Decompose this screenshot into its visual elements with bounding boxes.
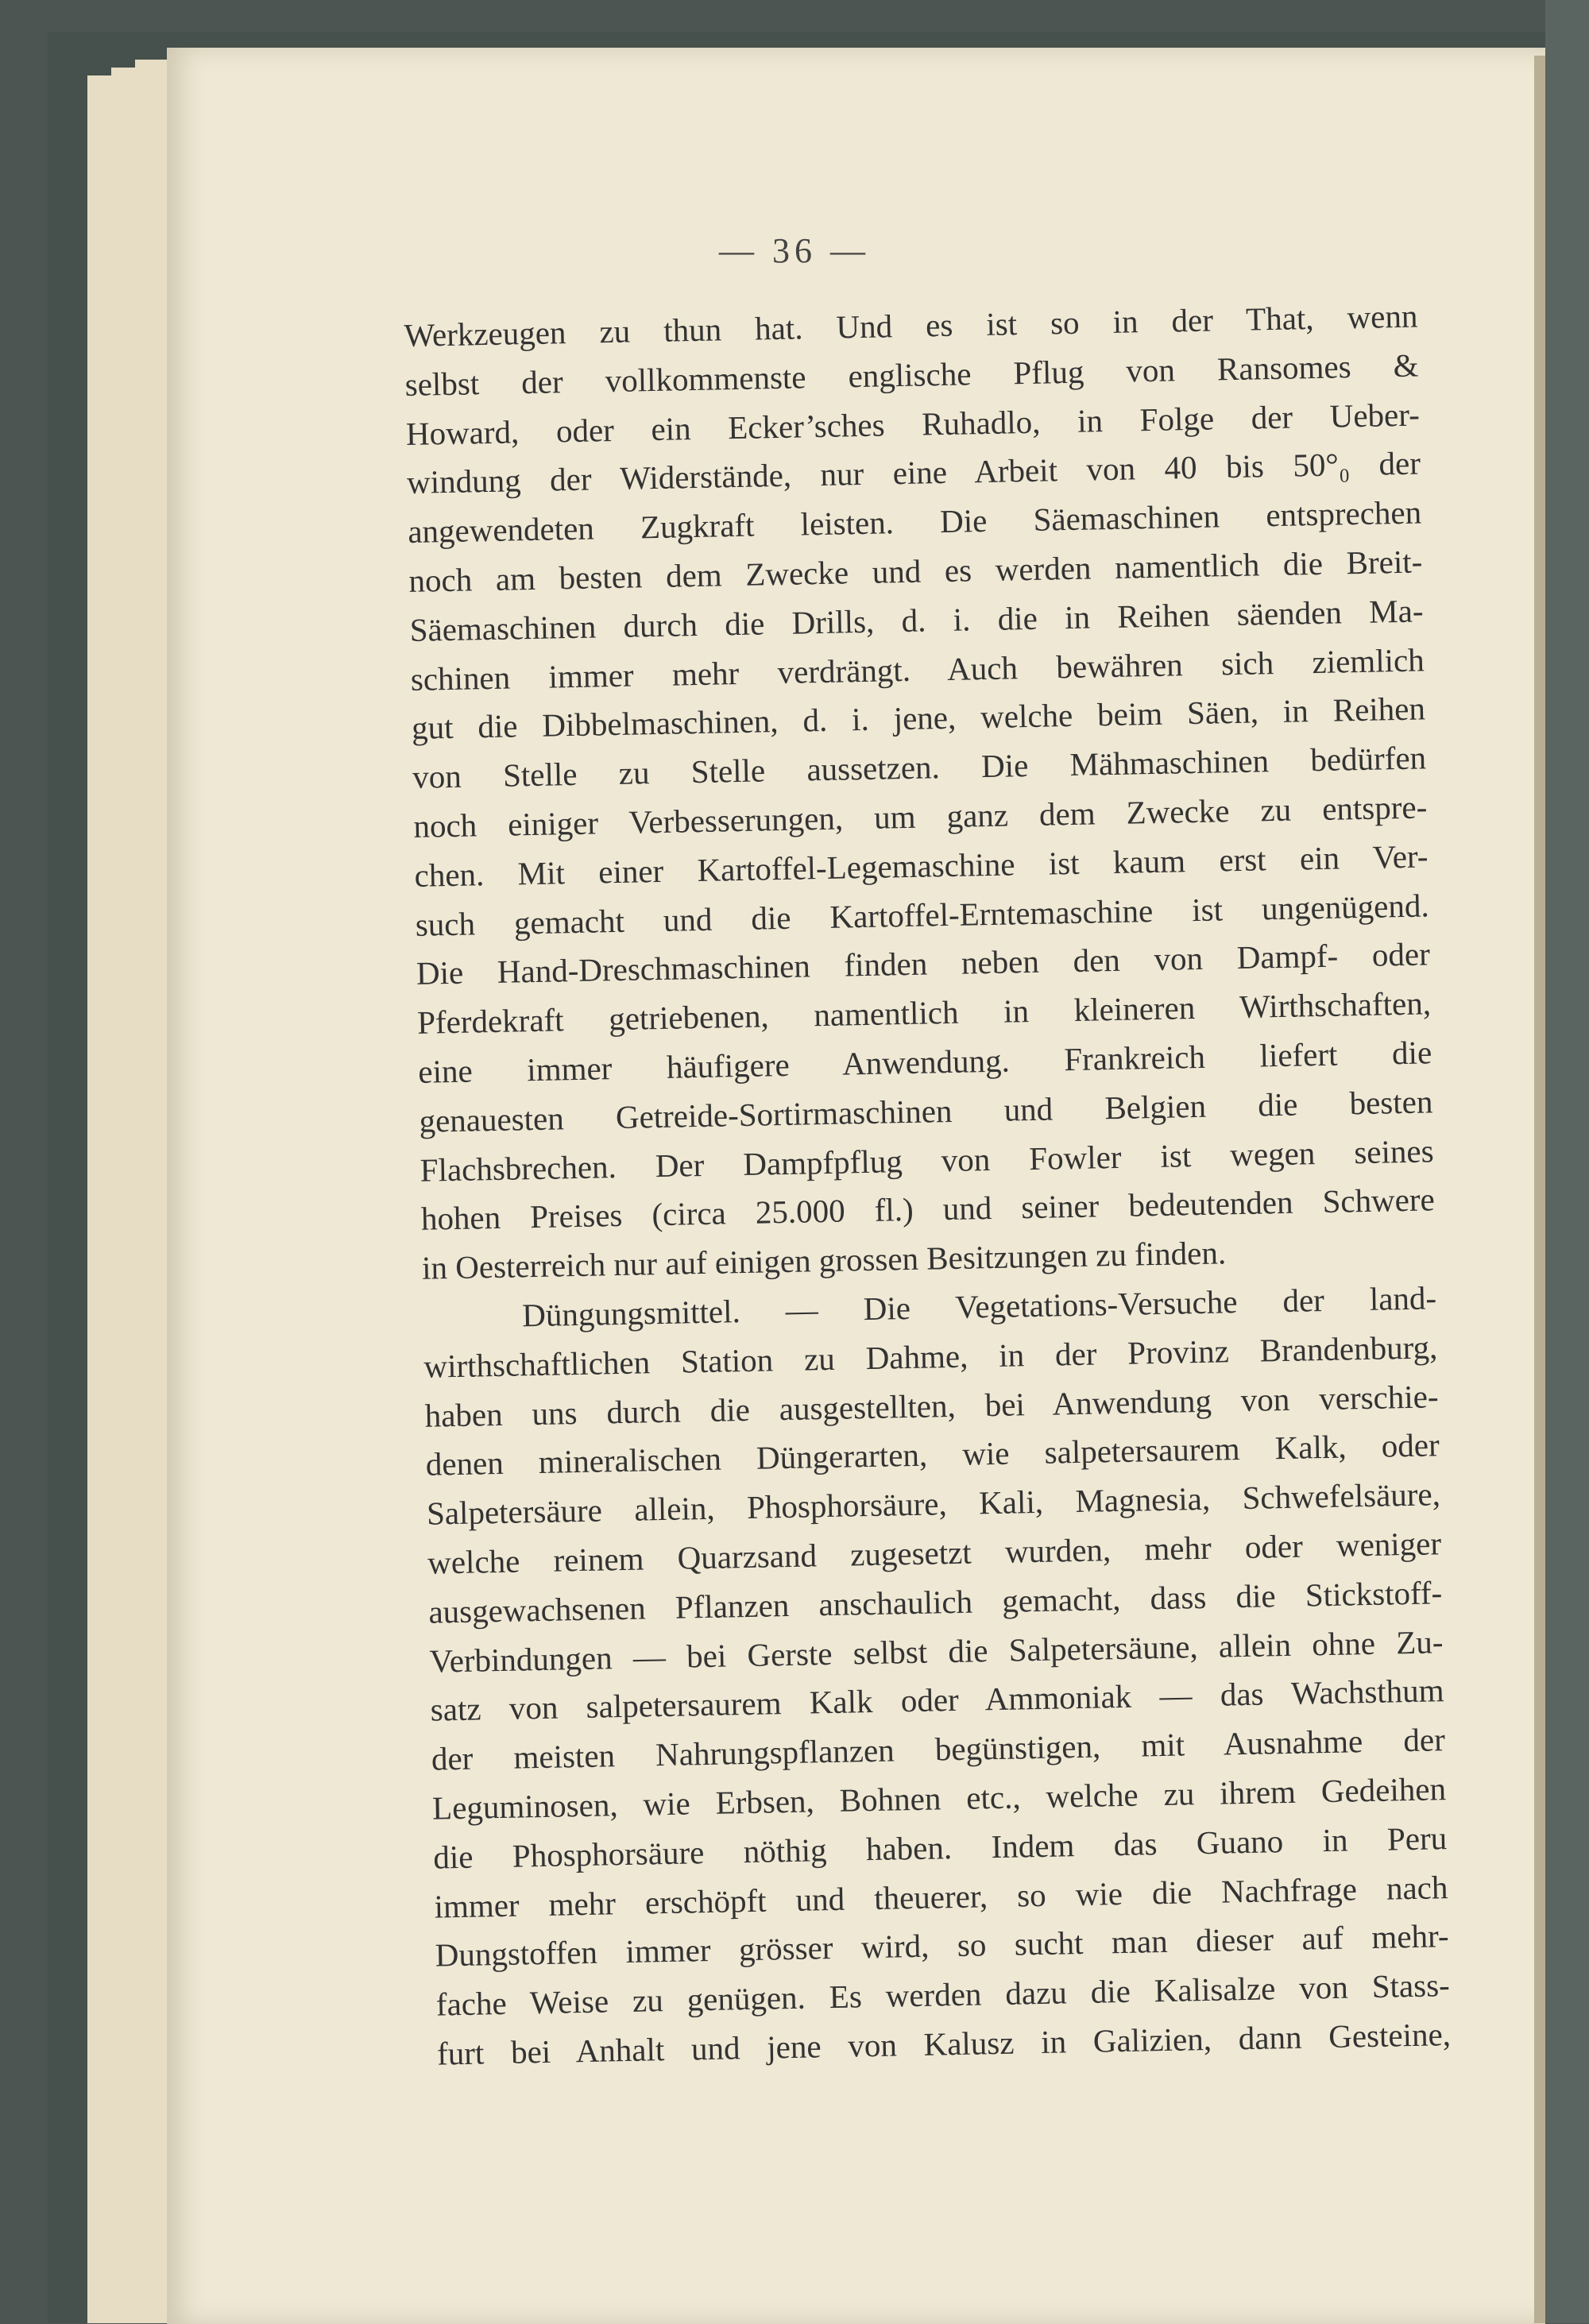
text-line: haben uns durch die ausgestellten, bei Anwendung von verschie-	[424, 1377, 1439, 1434]
text-line: windung der Widerstände, nur eine Arbeit von 40 bis 50°₀ der	[406, 444, 1421, 501]
text-line: der meisten Nahrungspflanzen begünstigen, mit Ausnahme der	[431, 1721, 1446, 1777]
text-line: Düngungsmittel. — Die Vegetations-Versuche der land-	[521, 1279, 1437, 1334]
text-line: genauesten Getreide-Sortirmaschinen und Belgien die besten	[419, 1083, 1433, 1139]
text-line: die Phosphorsäure nöthig haben. Indem das Guano in Peru	[432, 1819, 1448, 1876]
text-line: noch einiger Verbesserungen, um ganz dem Zwecke zu entspre-	[412, 788, 1428, 845]
text-line: Verbindungen — bei Gerste selbst die Salpetersäune, allein ohne Zu-	[429, 1622, 1444, 1680]
text-line: angewendeten Zugkraft leisten. Die Säemaschinen entsprechen	[407, 493, 1422, 551]
text-line: chen. Mit einer Kartoffel-Legemaschine ist kaum erst ein Ver-	[414, 837, 1429, 894]
text-line: ausgewachsenen Pflanzen anschaulich gemacht, dass die Stickstoff-	[427, 1573, 1443, 1630]
text-line: eine immer häufigere Anwendung. Frankreich liefert die	[417, 1034, 1432, 1090]
text-line: Pferdekraft getriebenen, namentlich in kleineren Wirthschaften,	[416, 984, 1432, 1041]
text-line: Flachsbrechen. Der Dampfpflug von Fowler ist wegen seines	[419, 1131, 1434, 1189]
text-line: noch am besten dem Zwecke und es werden namentlich die Breit-	[408, 543, 1423, 599]
text-line: Leguminosen, wie Erbsen, Bohnen etc., welche zu ihrem Gedeihen	[431, 1770, 1447, 1827]
text-line: immer mehr erschöpft und theuerer, so wie die Nachfrage nach	[434, 1868, 1448, 1925]
text-line: welche reinem Quarzsand zugesetzt wurden, mehr oder weniger	[427, 1525, 1442, 1581]
page-number: — 36 —	[719, 231, 870, 270]
text-line: von Stelle zu Stelle aussetzen. Die Mähmaschinen bedürfen	[412, 739, 1427, 796]
text-line: Werkzeugen zu thun hat. Und es ist so in der That, wenn	[404, 297, 1418, 354]
text-line: furt bei Anhalt und jene von Kalusz in Galizien, dann Gesteine,	[436, 2015, 1452, 2072]
text-line: hohen Preises (circa 25.000 fl.) und seiner bedeutenden Schwere	[420, 1181, 1436, 1238]
text-line: selbst der vollkommenste englische Pflug von Ransomes &	[404, 346, 1419, 403]
text-line: Die Hand-Dreschmaschinen finden neben den von Dampf- oder	[416, 935, 1431, 992]
text-line: satz von salpetersaurem Kalk oder Ammoniak — das Wachsthum	[430, 1672, 1444, 1728]
page-fore-edge	[1534, 56, 1545, 2323]
text-line: Säemaschinen durch die Drills, d. i. die in Reihen säenden Ma-	[409, 592, 1424, 648]
text-line: in Oesterreich nur auf einigen grossen Besitzungen zu finden.	[421, 1234, 1227, 1286]
text-line: denen mineralischen Düngerarten, wie salpetersaurem Kalk, oder	[425, 1426, 1440, 1483]
text-line: such gemacht und die Kartoffel-Erntemaschine ist ungenügend.	[415, 886, 1430, 943]
text-line: Salpetersäure allein, Phosphorsäure, Kali, Magnesia, Schwefelsäure,	[426, 1475, 1441, 1532]
text-line: wirthschaftlichen Station zu Dahme, in der Provinz Brandenburg,	[423, 1328, 1438, 1385]
book-spine-right	[1545, 0, 1589, 2323]
text-line: Dungstoffen immer grösser wird, so sucht man dieser auf mehr-	[435, 1917, 1449, 1974]
text-line: schinen immer mehr verdrängt. Auch bewähren sich ziemlich	[410, 641, 1425, 698]
text-line: gut die Dibbelmaschinen, d. i. jene, welche beim Säen, in Reihen	[411, 690, 1426, 747]
text-line: Howard, oder ein Ecker’sches Ruhadlo, in Folge der Ueber-	[405, 396, 1421, 452]
text-line: fache Weise zu genügen. Es werden dazu die Kalisalze von Stass-	[435, 1966, 1451, 2023]
body-text	[404, 292, 1451, 2079]
